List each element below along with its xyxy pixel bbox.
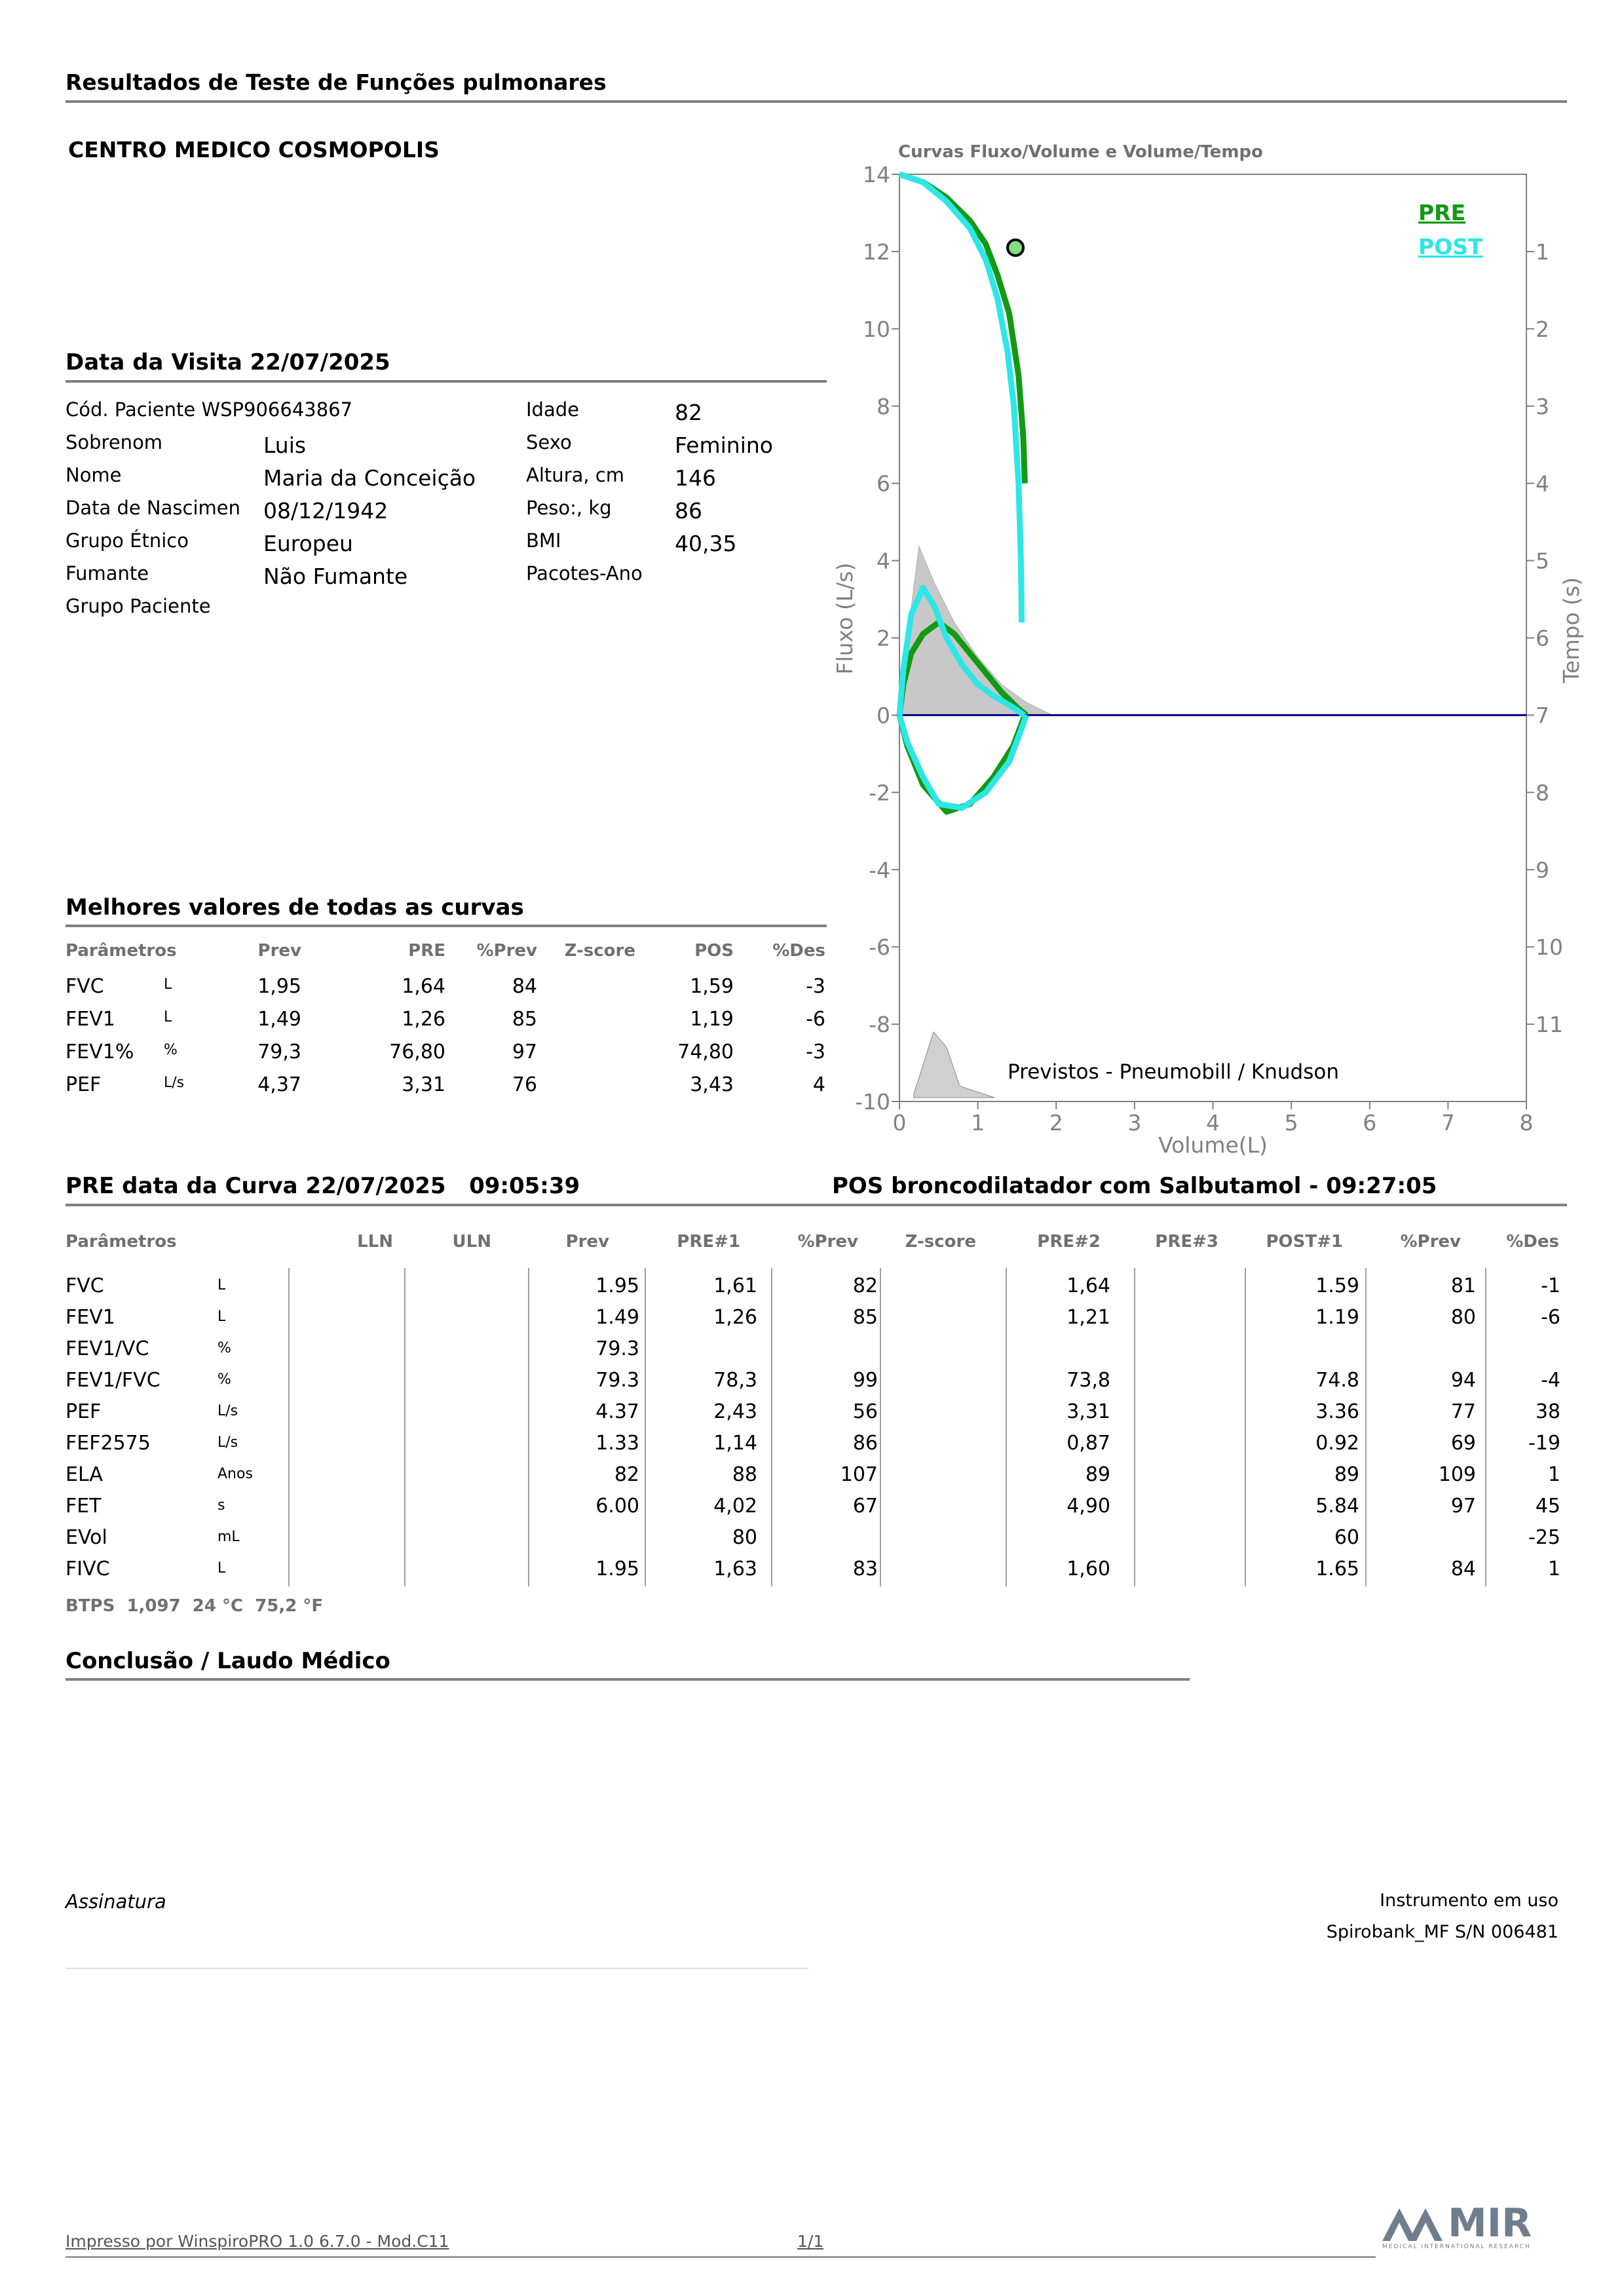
predicted-legend-label: Previstos - Pneumobill / Knudson [1008, 1060, 1339, 1084]
footer-rule [66, 2256, 1376, 2258]
best-header-cell: %Prev [476, 941, 537, 961]
patient-field-value: 146 [675, 465, 716, 491]
curve-row-value: 4,90 [1067, 1495, 1110, 1518]
curve-row-value: 1 [1547, 1463, 1560, 1486]
curve-header-cell: POST#1 [1266, 1232, 1343, 1252]
x-axis-label: Volume(L) [1158, 1132, 1268, 1158]
curve-rule [66, 1204, 1567, 1206]
curve-row-value: 1.19 [1315, 1306, 1359, 1329]
curve-row-value: 69 [1450, 1432, 1476, 1455]
patient-field-value: 40,35 [675, 531, 737, 556]
best-row-value: 74,80 [677, 1041, 734, 1063]
y-tick-label: -2 [869, 780, 890, 806]
curve-row-value: 4.37 [595, 1400, 639, 1423]
best-row-value: 1,26 [402, 1008, 445, 1031]
curve-row-value: -19 [1528, 1432, 1560, 1455]
patient-field-label: Altura, cm [526, 464, 624, 486]
best-row-param: PEF [66, 1073, 102, 1096]
patient-field-value: 82 [675, 400, 702, 425]
instrument-label: Instrumento em uso [1380, 1890, 1558, 1911]
legend-pre: PRE [1418, 200, 1466, 225]
curve-row-value: 5.84 [1315, 1495, 1359, 1518]
y2-tick-label: 9 [1536, 857, 1549, 883]
best-row-unit: L [164, 976, 172, 993]
best-values-rule [66, 925, 827, 927]
y-tick-label: 10 [863, 316, 890, 342]
column-separator [1006, 1268, 1007, 1586]
y2-tick-label: 7 [1536, 702, 1549, 729]
column-separator [1245, 1268, 1246, 1586]
curve-row-value: 89 [1334, 1463, 1359, 1486]
y-axis-label: Fluxo (L/s) [832, 562, 858, 675]
best-row-unit: L/s [164, 1075, 185, 1091]
flow-volume-chart [825, 157, 1585, 1166]
curve-row-unit: L [217, 1560, 226, 1577]
curve-row-value: -6 [1541, 1306, 1560, 1329]
curve-row-value: 73,8 [1067, 1369, 1110, 1392]
curve-row-value: 80 [732, 1526, 757, 1549]
curve-row-param: FEV1/FVC [66, 1369, 161, 1392]
y2-tick-label: 8 [1536, 780, 1549, 806]
curve-row-unit: % [217, 1371, 231, 1388]
curve-header-cell: ULN [452, 1232, 491, 1252]
best-header-cell: PRE [408, 941, 445, 961]
curve-row-value: 99 [852, 1369, 878, 1392]
curve-header-cell: PRE#3 [1155, 1232, 1218, 1252]
column-separator [771, 1268, 772, 1586]
best-row-value: 4 [812, 1073, 825, 1096]
x-tick-label: 1 [971, 1110, 985, 1136]
curve-row-value: 84 [1450, 1558, 1476, 1580]
curve-row-value: 3.36 [1315, 1400, 1359, 1423]
curve-row-value: 86 [852, 1432, 878, 1455]
x-tick-label: 7 [1441, 1110, 1455, 1136]
best-header-cell: Prev [257, 941, 301, 961]
column-separator [288, 1268, 290, 1586]
curve-row-unit: % [217, 1340, 231, 1356]
curve-row-value: 1,63 [713, 1558, 757, 1580]
curve-row-unit: L/s [217, 1403, 238, 1419]
best-row-value: 79,3 [257, 1041, 301, 1063]
patient-field-label: Data de Nascimen [66, 497, 240, 519]
best-header-cell: POS [694, 941, 734, 961]
mir-logo-mark-icon [1382, 2204, 1454, 2244]
column-separator [404, 1268, 406, 1586]
best-row-value: 76,80 [389, 1041, 445, 1063]
patient-field-label: Pacotes-Ano [526, 562, 643, 584]
curve-row-param: FET [66, 1495, 102, 1518]
curve-header-cell: Parâmetros [66, 1232, 177, 1252]
column-separator [645, 1268, 646, 1586]
curve-row-value: 3,31 [1067, 1400, 1110, 1423]
curve-row-value: 45 [1535, 1495, 1560, 1518]
title-rule [66, 100, 1567, 103]
patient-field-label: Cód. Paciente WSP906643867 [66, 398, 353, 421]
instrument-value: Spirobank_MF S/N 006481 [1326, 1922, 1558, 1942]
curve-row-param: ELA [66, 1463, 103, 1486]
curve-row-value: 82 [852, 1274, 878, 1297]
best-row-value: 3,43 [690, 1073, 734, 1096]
y2-tick-label: 3 [1536, 393, 1549, 419]
best-row-value: 3,31 [402, 1073, 445, 1096]
patient-field-label: Sexo [526, 431, 572, 453]
curve-row-value: 88 [732, 1463, 757, 1486]
printed-by: Impresso por WinspiroPRO 1.0 6.7.0 - Mod.C11 [66, 2232, 449, 2251]
column-separator [528, 1268, 529, 1586]
curve-row-value: 1.95 [595, 1274, 639, 1297]
mir-logo [1382, 2202, 1572, 2254]
curve-row-value: -25 [1528, 1526, 1560, 1549]
visit-heading: Data da Visita 22/07/2025 [66, 349, 390, 375]
patient-field-value: 86 [675, 498, 702, 524]
curve-row-value: 82 [614, 1463, 639, 1486]
curve-row-value: 38 [1535, 1400, 1560, 1423]
curve-row-unit: L/s [217, 1434, 238, 1451]
y2-tick-label: 4 [1536, 470, 1549, 497]
curve-row-value: 97 [1450, 1495, 1476, 1518]
patient-field-label: Fumante [66, 562, 149, 584]
mir-logo-subtext: MEDICAL INTERNATIONAL RESEARCH [1382, 2244, 1531, 2250]
y-tick-label: -10 [855, 1089, 890, 1115]
curve-row-value: 1,26 [713, 1306, 757, 1329]
best-row-value: 4,37 [257, 1073, 301, 1096]
conclusion-heading: Conclusão / Laudo Médico [66, 1648, 390, 1674]
curve-row-value: 1.59 [1315, 1274, 1359, 1297]
patient-field-label: Sobrenom [66, 431, 163, 453]
visit-rule [66, 380, 827, 383]
patient-field-value: Luis [263, 432, 307, 458]
curve-row-value: 0.92 [1315, 1432, 1359, 1455]
best-row-param: FEV1 [66, 1008, 115, 1031]
patient-field-label: Peso:, kg [526, 497, 612, 519]
y-tick-label: 12 [863, 239, 890, 265]
patient-field-label: Grupo Paciente [66, 595, 211, 617]
y2-axis-label: Tempo (s) [1558, 577, 1584, 683]
curve-header-cell: %Prev [797, 1232, 858, 1252]
curve-row-value: 79.3 [595, 1337, 639, 1360]
x-tick-label: 8 [1519, 1110, 1534, 1136]
best-row-value: -6 [806, 1008, 825, 1031]
pos-curve-heading: POS broncodilatador com Salbutamol - 09:27:05 [832, 1173, 1437, 1199]
best-row-value: -3 [806, 975, 825, 998]
curve-row-unit: s [217, 1497, 225, 1514]
y2-tick-label: 11 [1536, 1012, 1563, 1038]
curve-row-value: 79.3 [595, 1369, 639, 1392]
best-row-value: 1,64 [402, 975, 445, 998]
curve-row-value: 4,02 [713, 1495, 757, 1518]
curve-row-value: 80 [1450, 1306, 1476, 1329]
curve-row-value: 85 [852, 1306, 878, 1329]
curve-header-cell: Z-score [905, 1232, 976, 1252]
x-tick-label: 5 [1284, 1110, 1298, 1136]
best-row-param: FVC [66, 975, 104, 998]
curve-header-cell: %Prev [1400, 1232, 1461, 1252]
column-separator [880, 1268, 881, 1586]
curve-row-value: 1,61 [713, 1274, 757, 1297]
patient-field-value: 08/12/1942 [263, 498, 388, 524]
curve-row-param: EVol [66, 1526, 107, 1549]
best-row-value: 76 [512, 1073, 537, 1096]
best-row-value: -3 [806, 1041, 825, 1063]
patient-field-label: Idade [526, 398, 579, 421]
curve-row-param: PEF [66, 1400, 102, 1423]
y2-tick-label: 2 [1536, 316, 1549, 342]
btps-line: BTPS 1,097 24 °C 75,2 °F [66, 1596, 324, 1616]
best-row-value: 97 [512, 1041, 537, 1063]
pre-peak-marker [1008, 240, 1023, 256]
curve-row-value: 1.65 [1315, 1558, 1359, 1580]
y-tick-label: -8 [869, 1012, 890, 1038]
curve-row-value: 0,87 [1067, 1432, 1110, 1455]
curve-row-value: 94 [1450, 1369, 1476, 1392]
best-row-unit: L [164, 1009, 172, 1025]
curve-row-value: 67 [852, 1495, 878, 1518]
y2-tick-label: 1 [1536, 239, 1549, 265]
signature-line [66, 1968, 808, 1969]
y-tick-label: 2 [877, 625, 890, 651]
curve-row-value: 1,14 [713, 1432, 757, 1455]
curve-row-value: 60 [1334, 1526, 1359, 1549]
page-number: 1/1 [797, 2232, 824, 2251]
y-tick-label: 14 [863, 162, 890, 187]
curve-row-value: 1.49 [595, 1306, 639, 1329]
curve-row-param: FEV1/VC [66, 1337, 149, 1360]
curve-row-value: -4 [1541, 1369, 1560, 1392]
curve-row-param: FEF2575 [66, 1432, 151, 1455]
x-tick-label: 0 [892, 1110, 907, 1136]
best-row-value: 1,95 [257, 975, 301, 998]
curve-row-value: 77 [1450, 1400, 1476, 1423]
patient-field-label: Nome [66, 464, 122, 486]
y-tick-label: -6 [869, 934, 890, 961]
curve-row-param: FVC [66, 1274, 104, 1297]
x-tick-label: 3 [1127, 1110, 1142, 1136]
curve-row-unit: L [217, 1277, 226, 1293]
curve-header-cell: %Des [1506, 1232, 1559, 1252]
patient-field-value: Europeu [263, 531, 353, 556]
best-values-heading: Melhores valores de todas as curvas [66, 894, 524, 921]
best-row-value: 84 [512, 975, 537, 998]
curve-row-value: 83 [852, 1558, 878, 1580]
best-header-cell: Parâmetros [66, 941, 177, 961]
curve-row-value: 78,3 [713, 1369, 757, 1392]
signature-label: Assinatura [66, 1890, 166, 1913]
conclusion-rule [66, 1678, 1190, 1681]
curve-row-unit: Anos [217, 1466, 253, 1482]
curve-row-value: 1.33 [595, 1432, 639, 1455]
curve-row-value: 74.8 [1315, 1369, 1359, 1392]
curve-row-value: 1,60 [1067, 1558, 1110, 1580]
plot-frame [899, 174, 1526, 1101]
curve-header-cell: PRE#1 [677, 1232, 740, 1252]
column-separator [1134, 1268, 1135, 1586]
curve-row-param: FIVC [66, 1558, 110, 1580]
curve-row-value: 2,43 [713, 1400, 757, 1423]
x-tick-label: 4 [1206, 1110, 1220, 1136]
best-row-value: 1,19 [690, 1008, 734, 1031]
best-row-value: 85 [512, 1008, 537, 1031]
curve-row-value: 1,64 [1067, 1274, 1110, 1297]
y-tick-label: -4 [869, 857, 890, 883]
curve-row-value: 1,21 [1067, 1306, 1110, 1329]
center-name: CENTRO MEDICO COSMOPOLIS [68, 137, 440, 163]
mir-logo-text: MIR [1448, 2200, 1532, 2246]
report-title: Resultados de Teste de Funções pulmonares [66, 69, 607, 95]
best-row-unit: % [164, 1042, 178, 1058]
y2-tick-label: 6 [1536, 625, 1549, 651]
chart-title: Curvas Fluxo/Volume e Volume/Tempo [898, 142, 1263, 162]
best-row-value: 1,49 [257, 1008, 301, 1031]
curve-row-param: FEV1 [66, 1306, 115, 1329]
curve-header-cell: PRE#2 [1037, 1232, 1101, 1252]
curve-header-cell: LLN [357, 1232, 393, 1252]
y-tick-label: 6 [877, 470, 890, 497]
best-header-cell: Z-score [564, 941, 635, 961]
patient-field-value: Maria da Conceição [263, 465, 476, 491]
column-separator [1365, 1268, 1367, 1586]
x-tick-label: 6 [1363, 1110, 1377, 1136]
patient-field-label: Grupo Étnico [66, 529, 189, 552]
y-tick-label: 0 [877, 702, 890, 729]
curve-row-value: 81 [1450, 1274, 1476, 1297]
x-tick-label: 2 [1049, 1110, 1063, 1136]
pre-curve-heading: PRE data da Curva 22/07/2025 09:05:39 [66, 1173, 580, 1199]
best-row-value: 1,59 [690, 975, 734, 998]
curve-row-value: 109 [1438, 1463, 1476, 1486]
curve-row-value: 89 [1085, 1463, 1110, 1486]
curve-row-value: 107 [840, 1463, 878, 1486]
curve-row-value: -1 [1541, 1274, 1560, 1297]
best-row-param: FEV1% [66, 1041, 134, 1063]
legend-post: POST [1418, 234, 1483, 259]
curve-row-value: 1.95 [595, 1558, 639, 1580]
y2-tick-label: 5 [1536, 548, 1549, 574]
best-header-cell: %Des [772, 941, 825, 961]
curve-row-unit: L [217, 1309, 226, 1325]
y-tick-label: 4 [877, 548, 890, 574]
y-tick-label: 8 [877, 393, 890, 419]
curve-header-cell: Prev [565, 1232, 609, 1252]
y2-tick-label: 10 [1536, 934, 1563, 961]
curve-row-unit: mL [217, 1529, 240, 1545]
curve-row-value: 6.00 [595, 1495, 639, 1518]
curve-row-value: 56 [852, 1400, 878, 1423]
curve-row-value: 1 [1547, 1558, 1560, 1580]
patient-field-label: BMI [526, 529, 561, 552]
patient-field-value: Feminino [675, 432, 773, 458]
patient-field-value: Não Fumante [263, 564, 408, 589]
